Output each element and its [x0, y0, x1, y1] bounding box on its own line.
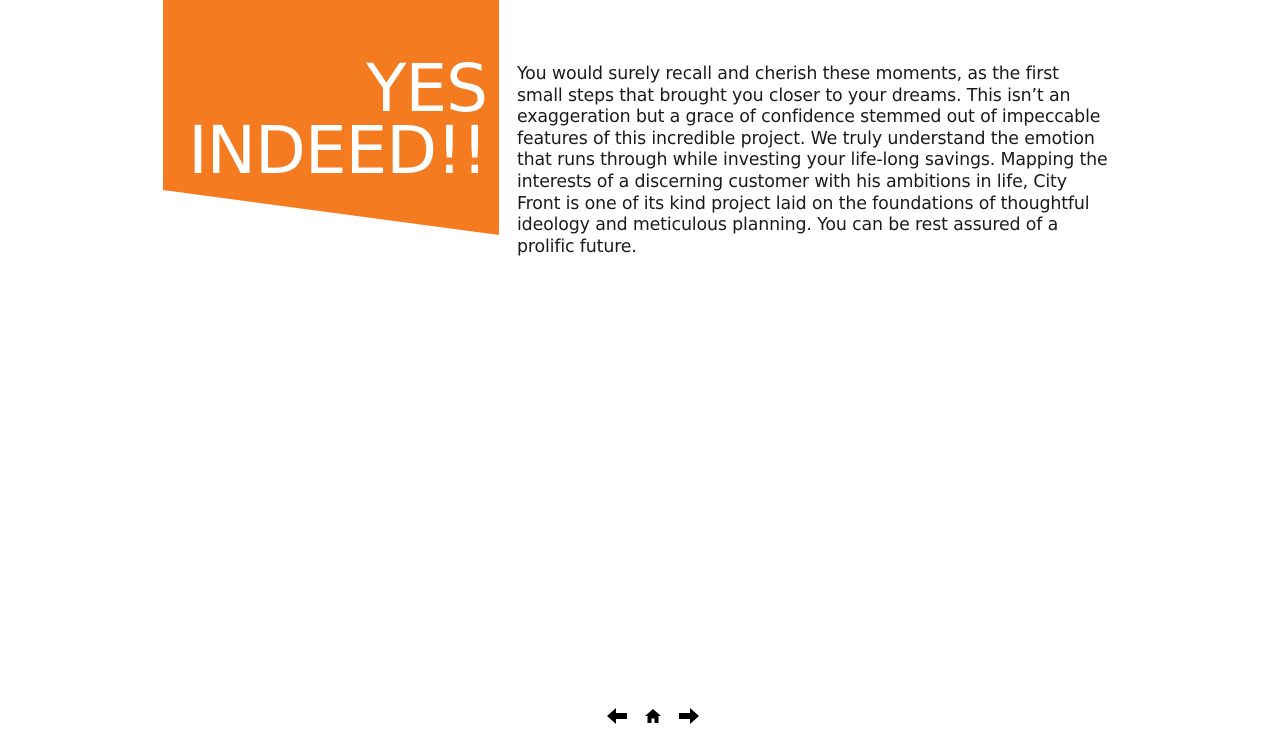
- next-page-button[interactable]: [677, 704, 701, 728]
- banner-title: [188, 50, 487, 189]
- banner-title-line-1: YES: [366, 50, 487, 127]
- home-button[interactable]: [641, 704, 665, 728]
- page-navigation: [605, 704, 701, 728]
- banner-title-line-2: INDEED!!: [188, 112, 487, 189]
- previous-page-button[interactable]: [605, 704, 629, 728]
- intro-paragraph: You would surely recall and cherish these moments, as the first small steps that brought you closer to your dreams. This isn’t an exaggeration but a grace of confidence stemmed out of impeccable features of this incredible project. We truly understand the emotion that runs through while investing your life-long savings. Mapping the interests of a discerning customer with his ambitions in life, City Front is one of its kind project laid on the foundations of thoughtful ideology and meticulous planning. You can be rest assured of a prolific future.: [517, 64, 1108, 257]
- arrow-left-icon: [607, 708, 627, 724]
- home-icon: [645, 709, 661, 723]
- arrow-right-icon: [679, 708, 699, 724]
- title-banner: [163, 0, 499, 235]
